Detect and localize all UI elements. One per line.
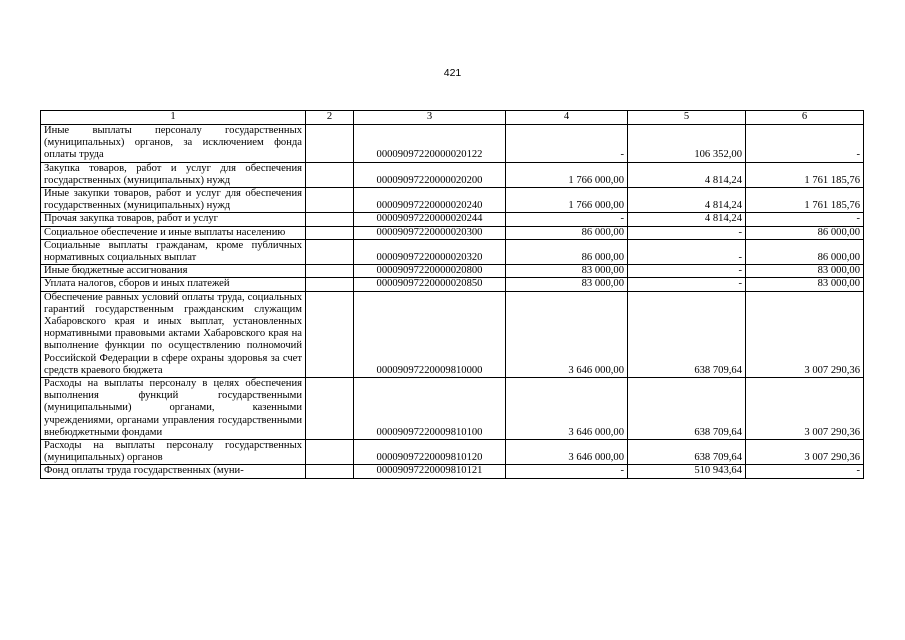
- row-col5-cell: 638 709,64: [628, 291, 746, 377]
- row-col6-cell: 3 007 290,36: [746, 291, 864, 377]
- row-code-cell: 00009097220000020800: [354, 265, 506, 278]
- table-row: [41, 278, 864, 291]
- row-col5-cell: -: [628, 226, 746, 239]
- table-header-row: [41, 111, 864, 125]
- row-col6-cell: -: [746, 465, 864, 478]
- row-code-cell: 00009097220000020240: [354, 188, 506, 213]
- table-row: [41, 239, 864, 264]
- row-col4-cell: 83 000,00: [506, 278, 628, 291]
- row-col5-cell: -: [628, 239, 746, 264]
- row-code-cell: 00009097220000020300: [354, 226, 506, 239]
- column-header: 4: [506, 111, 628, 125]
- row-col6-cell: 3 007 290,36: [746, 440, 864, 465]
- row-col2-cell: [306, 226, 354, 239]
- row-col4-cell: -: [506, 125, 628, 163]
- row-name-cell: Иные выплаты персоналу государственных (муниципальных) органов, за исключением фонда оплаты труда: [41, 125, 306, 163]
- row-col5-cell: -: [628, 265, 746, 278]
- row-col6-cell: 83 000,00: [746, 265, 864, 278]
- page-number: 421: [443, 67, 462, 79]
- row-col4-cell: 3 646 000,00: [506, 291, 628, 377]
- row-col4-cell: -: [506, 465, 628, 478]
- column-header: 3: [354, 111, 506, 125]
- row-col5-cell: 106 352,00: [628, 125, 746, 163]
- row-code-cell: 00009097220000020320: [354, 239, 506, 264]
- row-name-cell: Прочая закупка товаров, работ и услуг: [41, 213, 306, 226]
- row-col6-cell: 3 007 290,36: [746, 378, 864, 440]
- row-col6-cell: -: [746, 213, 864, 226]
- row-col2-cell: [306, 239, 354, 264]
- row-col5-cell: 638 709,64: [628, 378, 746, 440]
- row-name-cell: Социальные выплаты гражданам, кроме публичных нормативных социальных выплат: [41, 239, 306, 264]
- row-col4-cell: -: [506, 213, 628, 226]
- table-row: [41, 162, 864, 187]
- row-col4-cell: 83 000,00: [506, 265, 628, 278]
- row-code-cell: 00009097220000020200: [354, 162, 506, 187]
- row-col6-cell: -: [746, 125, 864, 163]
- row-name-cell: Закупка товаров, работ и услуг для обеспечения государственных (муниципальных) нужд: [41, 162, 306, 187]
- row-col4-cell: 86 000,00: [506, 239, 628, 264]
- table-row: [41, 213, 864, 226]
- table-row: [41, 265, 864, 278]
- row-col2-cell: [306, 378, 354, 440]
- row-col4-cell: 3 646 000,00: [506, 440, 628, 465]
- row-col6-cell: 86 000,00: [746, 239, 864, 264]
- row-code-cell: 00009097220009810100: [354, 378, 506, 440]
- table-row: [41, 440, 864, 465]
- row-code-cell: 00009097220009810120: [354, 440, 506, 465]
- table-row: [41, 125, 864, 163]
- row-col6-cell: 83 000,00: [746, 278, 864, 291]
- table-row: [41, 188, 864, 213]
- table-row: [41, 378, 864, 440]
- row-col5-cell: 4 814,24: [628, 213, 746, 226]
- row-col6-cell: 1 761 185,76: [746, 188, 864, 213]
- row-name-cell: Иные закупки товаров, работ и услуг для обеспечения государственных (муниципальных) нужд: [41, 188, 306, 213]
- row-col2-cell: [306, 291, 354, 377]
- row-col4-cell: 1 766 000,00: [506, 162, 628, 187]
- row-col2-cell: [306, 265, 354, 278]
- row-col2-cell: [306, 162, 354, 187]
- row-name-cell: Обеспечение равных условий оплаты труда, социальных гарантий государственным гражданским служащим Хабаровского края и иных выплат, установленных нормативными правовыми актами Хабаровского края на выполнение функции по осуществлению полномочий Российской Федерации в сфере охраны здоровья за счет средств краевого бюджета: [41, 291, 306, 377]
- row-col5-cell: 4 814,24: [628, 162, 746, 187]
- column-header: 1: [41, 111, 306, 125]
- row-name-cell: Уплата налогов, сборов и иных платежей: [41, 278, 306, 291]
- row-code-cell: 00009097220009810121: [354, 465, 506, 478]
- row-col5-cell: -: [628, 278, 746, 291]
- table-row: [41, 465, 864, 478]
- column-header: 2: [306, 111, 354, 125]
- row-col2-cell: [306, 440, 354, 465]
- column-header: 6: [746, 111, 864, 125]
- column-header: 5: [628, 111, 746, 125]
- row-code-cell: 00009097220000020244: [354, 213, 506, 226]
- row-col2-cell: [306, 125, 354, 163]
- row-col4-cell: 86 000,00: [506, 226, 628, 239]
- row-name-cell: Расходы на выплаты персоналу в целях обеспечения выполнения функций государственными (муниципальными) органами, казенными учреждениями, органами управления государственными внебюджетными фондами: [41, 378, 306, 440]
- table-row: [41, 291, 864, 377]
- row-code-cell: 00009097220000020122: [354, 125, 506, 163]
- row-code-cell: 00009097220000020850: [354, 278, 506, 291]
- row-col5-cell: 4 814,24: [628, 188, 746, 213]
- budget-table: [40, 110, 864, 479]
- row-col2-cell: [306, 465, 354, 478]
- row-col4-cell: 1 766 000,00: [506, 188, 628, 213]
- table-row: [41, 226, 864, 239]
- row-col5-cell: 510 943,64: [628, 465, 746, 478]
- row-name-cell: Социальное обеспечение и иные выплаты населению: [41, 226, 306, 239]
- row-col6-cell: 86 000,00: [746, 226, 864, 239]
- row-col5-cell: 638 709,64: [628, 440, 746, 465]
- row-col2-cell: [306, 278, 354, 291]
- row-col4-cell: 3 646 000,00: [506, 378, 628, 440]
- row-name-cell: Иные бюджетные ассигнования: [41, 265, 306, 278]
- row-name-cell: Фонд оплаты труда государственных (муни-: [41, 465, 306, 478]
- row-col6-cell: 1 761 185,76: [746, 162, 864, 187]
- row-code-cell: 00009097220009810000: [354, 291, 506, 377]
- row-name-cell: Расходы на выплаты персоналу государственных (муниципальных) органов: [41, 440, 306, 465]
- row-col2-cell: [306, 188, 354, 213]
- row-col2-cell: [306, 213, 354, 226]
